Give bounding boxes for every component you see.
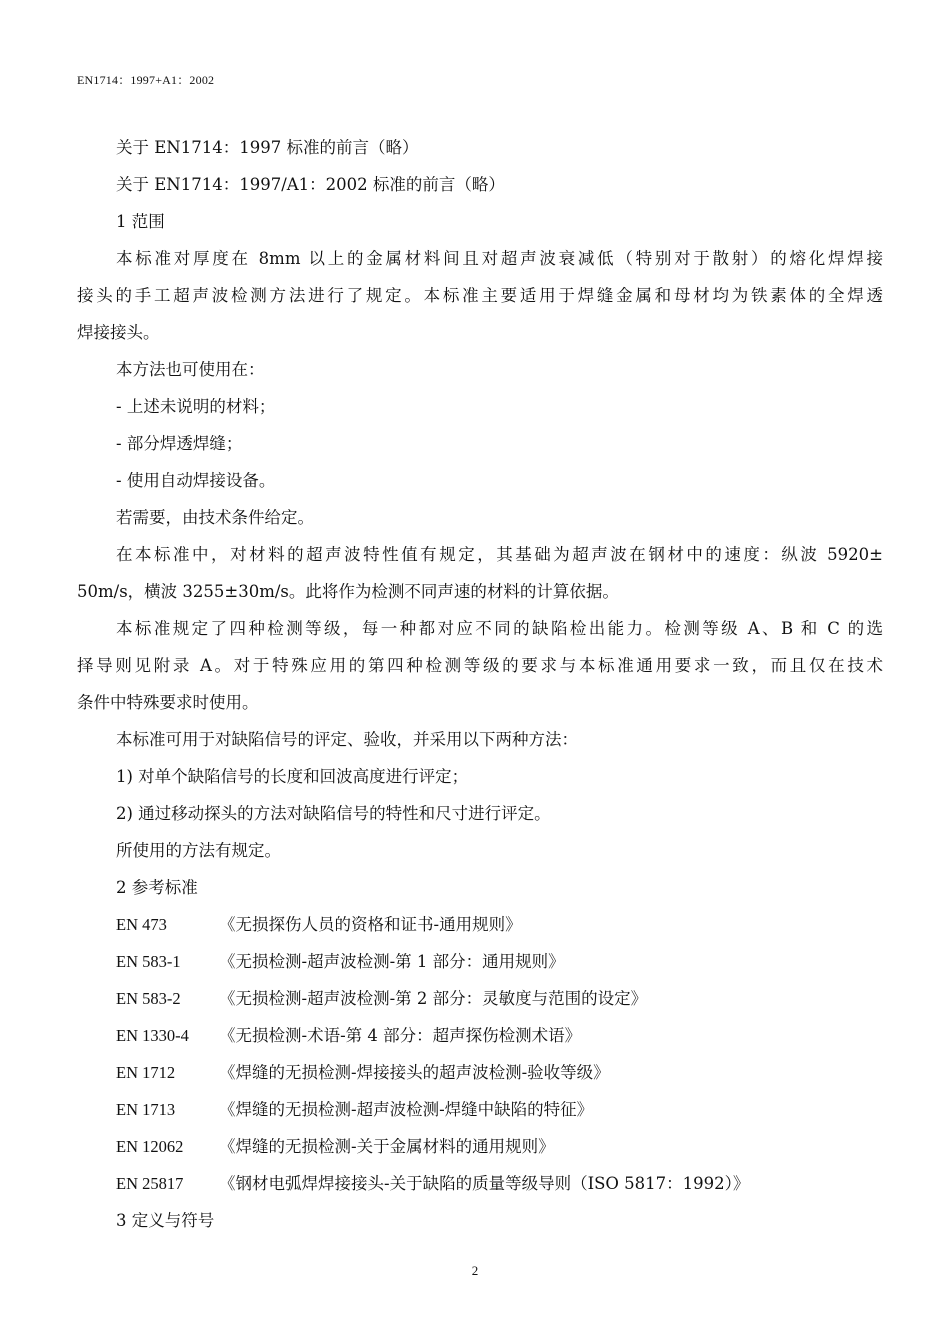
reference-title: 《无损检测-术语-第 4 部分：超声探伤检测术语》: [219, 1026, 582, 1045]
section-1-heading: 1 范围: [116, 212, 165, 231]
paragraph-velocity-line-2: 50m/s，横波 3255±30m/s。此将作为检测不同声速的材料的计算依据。: [77, 582, 619, 601]
numbered-item-2: 2) 通过移动探头的方法对缺陷信号的特性和尺寸进行评定。: [116, 804, 551, 823]
bullet-item-1: - 上述未说明的材料；: [116, 397, 276, 416]
paragraph-scope-line-1: 本标准对厚度在 8mm 以上的金属材料间且对超声波衰减低（特别对于散射）的熔化焊焊接: [116, 249, 883, 268]
numbered-item-1: 1) 对单个缺陷信号的长度和回波高度进行评定；: [116, 767, 469, 786]
reference-title: 《无损探伤人员的资格和证书-通用规则》: [219, 915, 522, 934]
foreword-2: 关于 EN1714：1997/A1：2002 标准的前言（略）: [116, 175, 505, 194]
section-2-heading: 2 参考标准: [116, 878, 198, 897]
reference-item: [77, 1165, 883, 1202]
reference-item: [77, 906, 883, 943]
reference-code: EN 1712: [116, 1063, 176, 1082]
document-body: [77, 129, 883, 1239]
bullet-item-2: - 部分焊透焊缝；: [116, 434, 243, 453]
reference-code: EN 583-1: [116, 952, 181, 971]
reference-item: [77, 1091, 883, 1128]
foreword-1: 关于 EN1714：1997 标准的前言（略）: [116, 138, 419, 157]
paragraph-levels-line-1: 本标准规定了四种检测等级，每一种都对应不同的缺陷检出能力。检测等级 A、B 和 C 的选: [116, 619, 883, 638]
reference-code: EN 1713: [116, 1100, 176, 1119]
bullet-item-3: - 使用自动焊接设备。: [116, 471, 276, 490]
reference-item: [77, 1128, 883, 1165]
reference-code: EN 473: [116, 915, 167, 934]
paragraph-levels-line-3: 条件中特殊要求时使用。: [77, 693, 259, 712]
paragraph-levels-line-2: 择导则见附录 A。对于特殊应用的第四种检测等级的要求与本标准通用要求一致，而且仅在技术: [77, 656, 883, 675]
reference-item: [77, 1017, 883, 1054]
reference-code: EN 1330-4: [116, 1026, 189, 1045]
paragraph-evaluation: 本标准可用于对缺陷信号的评定、验收，并采用以下两种方法：: [116, 730, 578, 749]
reference-item: [77, 943, 883, 980]
reference-title: 《焊缝的无损检测-关于金属材料的通用规则》: [219, 1137, 555, 1156]
reference-title: 《焊缝的无损检测-焊接接头的超声波检测-验收等级》: [219, 1063, 610, 1082]
paragraph-scope-line-2: 接头的手工超声波检测方法进行了规定。本标准主要适用于焊缝金属和母材均为铁素体的全焊透: [77, 286, 883, 305]
reference-code: EN 12062: [116, 1137, 184, 1156]
reference-item: [77, 980, 883, 1017]
reference-code: EN 583-2: [116, 989, 181, 1008]
reference-list: [77, 906, 883, 1202]
paragraph-also-used: 本方法也可使用在：: [116, 360, 265, 379]
paragraph-scope-line-3: 焊接接头。: [77, 323, 160, 342]
document-header: EN1714：1997+A1：2002: [77, 73, 215, 87]
reference-title: 《钢材电弧焊焊接接头-关于缺陷的质量等级导则（ISO 5817：1992）》: [219, 1174, 750, 1193]
page-number: 2: [471, 1263, 479, 1278]
paragraph-velocity-line-1: 在本标准中，对材料的超声波特性值有规定，其基础为超声波在钢材中的速度：纵波 5920±: [116, 545, 883, 564]
paragraph-method: 所使用的方法有规定。: [116, 841, 281, 860]
reference-title: 《焊缝的无损检测-超声波检测-焊缝中缺陷的特征》: [219, 1100, 594, 1119]
reference-title: 《无损检测-超声波检测-第 2 部分：灵敏度与范围的设定》: [219, 989, 648, 1008]
section-3-heading: 3 定义与符号: [116, 1211, 215, 1230]
reference-item: [77, 1054, 883, 1091]
reference-code: EN 25817: [116, 1174, 184, 1193]
paragraph-if-needed: 若需要，由技术条件给定。: [116, 508, 314, 527]
reference-title: 《无损检测-超声波检测-第 1 部分：通用规则》: [219, 952, 565, 971]
